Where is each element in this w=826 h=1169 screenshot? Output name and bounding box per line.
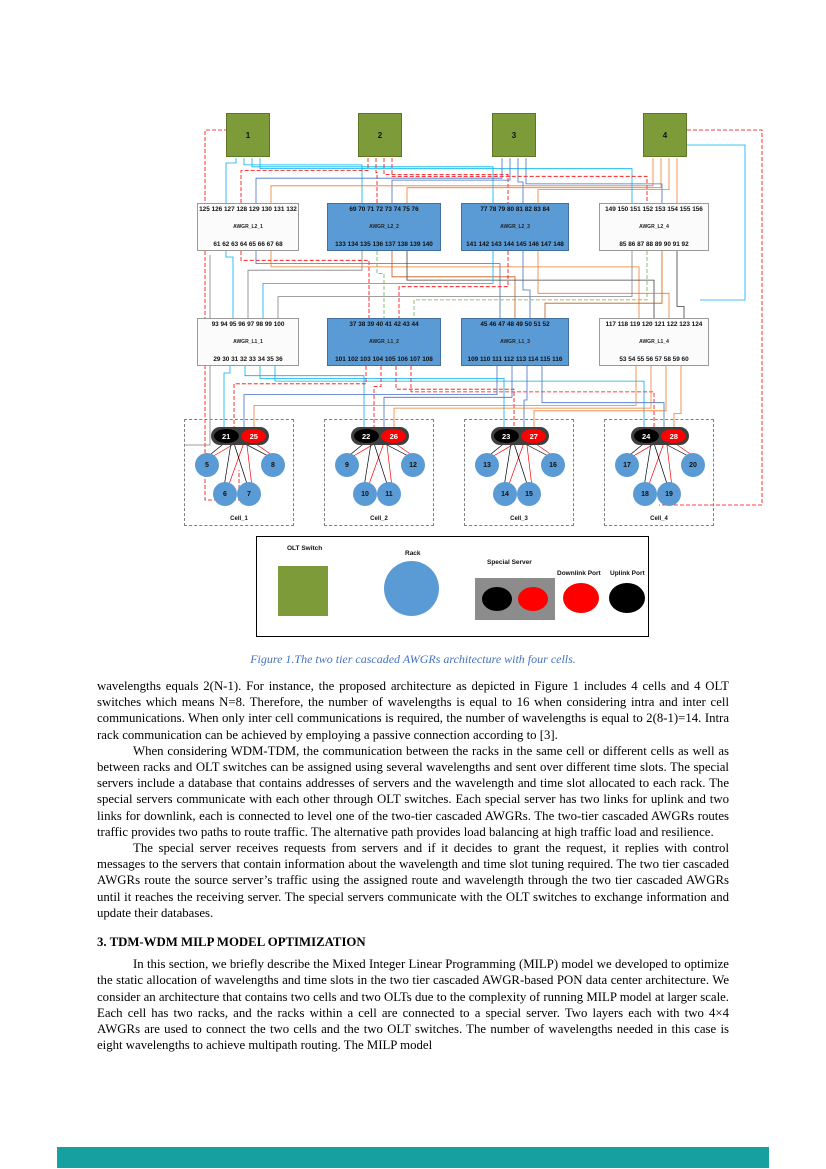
cell-label: Cell_3 <box>510 516 528 522</box>
rack-node: 15 <box>517 482 541 506</box>
awgr-ports-bottom: 101 102 103 104 105 106 107 108 <box>335 356 433 363</box>
rack-node: 16 <box>541 453 565 477</box>
rack-node: 10 <box>353 482 377 506</box>
rack-node: 18 <box>633 482 657 506</box>
awgr-ports-bottom: 29 30 31 32 33 34 35 36 <box>213 356 283 363</box>
rack-icon <box>384 561 439 616</box>
special-server-3 <box>491 427 549 445</box>
awgr-name: AWGR_L1_2 <box>369 339 399 345</box>
awgr-ports-top: 37 38 39 40 41 42 43 44 <box>349 321 419 328</box>
rack-node: 9 <box>335 453 359 477</box>
olt-switch-1 <box>226 113 270 157</box>
olt-label: 4 <box>662 130 668 140</box>
special-server-2 <box>351 427 409 445</box>
cell-2 <box>324 419 434 526</box>
cell-label: Cell_4 <box>650 516 668 522</box>
uplink-port-icon: 23 <box>494 429 519 443</box>
olt-switch-icon <box>278 566 328 616</box>
downlink-port-icon: 25 <box>241 429 266 443</box>
awgr-l2-4 <box>599 203 709 251</box>
uplink-port-icon: 21 <box>214 429 239 443</box>
awgr-name: AWGR_L1_1 <box>233 339 263 345</box>
legend-uplink-label: Uplink Port <box>610 570 645 577</box>
awgr-l2-1 <box>197 203 299 251</box>
legend-rack-label: Rack <box>405 550 421 557</box>
awgr-name: AWGR_L1_3 <box>500 339 530 345</box>
awgr-ports-bottom: 133 134 135 136 137 138 139 140 <box>335 241 433 248</box>
downlink-port-icon: 26 <box>381 429 406 443</box>
rack-node: 13 <box>475 453 499 477</box>
legend-olt-label: OLT Switch <box>287 545 323 552</box>
downlink-port-icon: 27 <box>521 429 546 443</box>
special-server-icon <box>475 578 555 620</box>
awgr-ports-bottom: 85 86 87 88 89 90 91 92 <box>619 241 689 248</box>
awgr-ports-top: 149 150 151 152 153 154 155 156 <box>605 206 703 213</box>
awgr-ports-top: 69 70 71 72 73 74 75 76 <box>349 206 419 213</box>
olt-label: 3 <box>511 130 517 140</box>
awgr-ports-bottom: 61 62 63 64 65 66 67 68 <box>213 241 283 248</box>
paragraph-3: The special server receives requests from servers and if it decides to grant the request, it replies with control messages to the servers that contain information about the wavelength and time slot tuning required. The two tier cascaded AWGRs route the source server’s traffic using the assigned route and wavelength through the two tier cascaded AWGRs until it reaches the receiving server. The special servers communicate with the OLT switches to exchange information and update their databases. <box>97 841 729 920</box>
awgr-l1-3 <box>461 318 569 366</box>
downlink-port-icon <box>563 583 599 613</box>
rack-node: 14 <box>493 482 517 506</box>
cell-1 <box>184 419 294 526</box>
awgr-l1-2 <box>327 318 441 366</box>
rack-node: 5 <box>195 453 219 477</box>
awgr-name: AWGR_L2_3 <box>500 224 530 230</box>
uplink-port-icon <box>482 587 512 611</box>
olt-switch-2 <box>358 113 402 157</box>
awgr-ports-top: 77 78 79 80 81 82 83 84 <box>480 206 550 213</box>
rack-node: 20 <box>681 453 705 477</box>
awgr-ports-top: 125 126 127 128 129 130 131 132 <box>199 206 297 213</box>
rack-node: 11 <box>377 482 401 506</box>
awgr-ports-bottom: 53 54 55 56 57 58 59 60 <box>619 356 689 363</box>
section-heading: 3. TDM-WDM MILP MODEL OPTIMIZATION <box>97 935 366 950</box>
rack-node: 7 <box>237 482 261 506</box>
rack-node: 19 <box>657 482 681 506</box>
figure-caption: Figure 1.The two tier cascaded AWGRs architecture with four cells. <box>250 652 576 666</box>
awgr-l2-2 <box>327 203 441 251</box>
awgr-ports-top: 45 46 47 48 49 50 51 52 <box>480 321 550 328</box>
olt-switch-3 <box>492 113 536 157</box>
cell-label: Cell_1 <box>230 516 248 522</box>
awgr-ports-top: 93 94 95 96 97 98 99 100 <box>211 321 285 328</box>
rack-node: 12 <box>401 453 425 477</box>
uplink-port-icon: 24 <box>634 429 659 443</box>
downlink-port-icon: 28 <box>661 429 686 443</box>
legend-downlink-label: Downlink Port <box>557 570 601 577</box>
olt-label: 1 <box>245 130 251 140</box>
awgr-ports-top: 117 118 119 120 121 122 123 124 <box>605 321 703 328</box>
downlink-port-icon <box>518 587 548 611</box>
awgr-name: AWGR_L2_4 <box>639 224 669 230</box>
awgr-l1-4 <box>599 318 709 366</box>
paragraph-4: In this section, we briefly describe the Mixed Integer Linear Programming (MILP) model we developed to optimize the static allocation of wavelengths and time slots in the two tier cascaded AWGR-based PON data center architecture. We consider an architecture that contains two cells and two OLTs due to the complexity of running MILP model at larger scale. Each cell has two racks, and the racks within a cell are connected to a special server. Two layers each with two 4×4 AWGRs are used to connect the two cells and the two OLT switches. The number of wavelengths needed in this case is eight wavelengths to achieve multipath routing. The MILP model <box>97 957 729 1053</box>
legend-special-server-label: Special Server <box>487 559 532 566</box>
body-text <box>97 678 729 1053</box>
rack-node: 8 <box>261 453 285 477</box>
paragraph-1: wavelengths equals 2(N-1). For instance, the proposed architecture as depicted in Figure 1 includes 4 cells and 4 OLT switches which means N=8. Therefore, the number of wavelengths is equal to 16 when considering intra and inter cell communications. When only inter cell communications is required, the number of wavelengths is equal to 2(8-1)=14. Intra rack communication can be achieved by employing a passive connection according to [3]. <box>97 679 729 742</box>
cell-3 <box>464 419 574 526</box>
footer-bar <box>57 1147 769 1168</box>
paragraph-2: When considering WDM-TDM, the communication between the racks in the same cell or different cells as well as between racks and OLT switches can be assigned using several wavelengths and sent over different time slots. The special servers include a database that contains addresses of servers and the wavelength and time slot allocated to each rack. The special servers communicate with each other through OLT switches. Each special server has two links for uplink and two links for downlink, each is connected to level one of the two-tier cascaded AWGRs. The two-tier cascaded AWGRs routes traffic provides two paths to route traffic. The alternative path provides load balancing at high traffic load and resilience. <box>97 743 729 839</box>
awgr-ports-bottom: 109 110 111 112 113 114 115 116 <box>467 356 563 363</box>
rack-node: 6 <box>213 482 237 506</box>
uplink-port-icon: 22 <box>354 429 379 443</box>
special-server-1 <box>211 427 269 445</box>
cell-4 <box>604 419 714 526</box>
awgr-name: AWGR_L2_1 <box>233 224 263 230</box>
awgr-name: AWGR_L1_4 <box>639 339 669 345</box>
legend <box>256 536 649 637</box>
special-server-4 <box>631 427 689 445</box>
olt-label: 2 <box>377 130 383 140</box>
uplink-port-icon <box>609 583 645 613</box>
awgr-ports-bottom: 141 142 143 144 145 146 147 148 <box>466 241 564 248</box>
rack-node: 17 <box>615 453 639 477</box>
awgr-l2-3 <box>461 203 569 251</box>
cell-label: Cell_2 <box>370 516 388 522</box>
awgr-name: AWGR_L2_2 <box>369 224 399 230</box>
olt-switch-4 <box>643 113 687 157</box>
awgr-l1-1 <box>197 318 299 366</box>
